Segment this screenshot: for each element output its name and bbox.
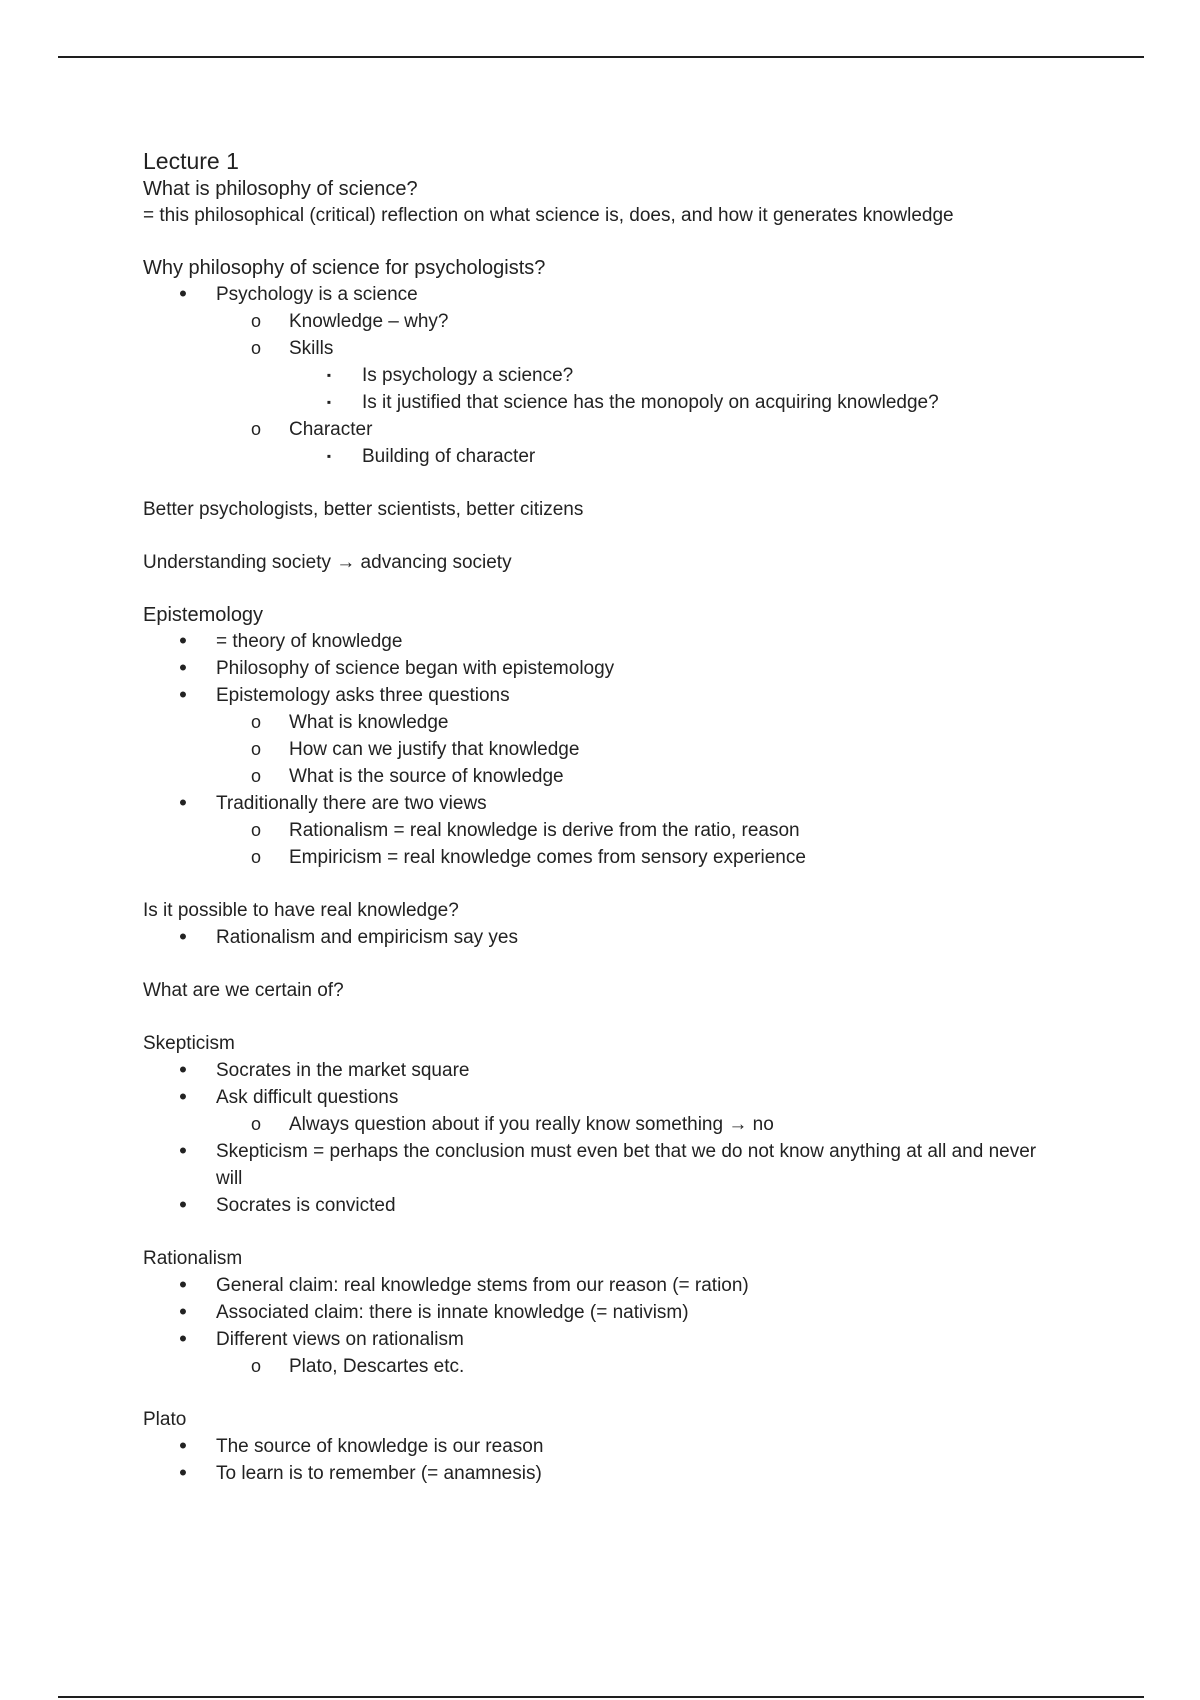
- intro-heading: What is philosophy of science?: [143, 178, 418, 200]
- list-item: ▪ Building of character: [143, 443, 1063, 470]
- rationalism-heading: Rationalism: [143, 1248, 243, 1269]
- square-bullet-icon: ▪: [326, 395, 332, 409]
- circle-bullet-icon: o: [250, 820, 261, 840]
- bullet-icon: •: [179, 790, 187, 815]
- footer-rule: [58, 1696, 1144, 1698]
- list-item: • Socrates is convicted: [143, 1192, 1063, 1219]
- better-line: Better psychologists, better scientists, better citizens: [143, 499, 584, 520]
- square-bullet-icon: ▪: [326, 368, 332, 382]
- list-item: • Rationalism and empiricism say yes: [143, 924, 1063, 951]
- list-item: • Psychology is a science: [143, 281, 1063, 308]
- bullet-icon: •: [179, 1460, 187, 1485]
- list-item: • Epistemology asks three questions: [143, 682, 1063, 709]
- document-body: [143, 146, 1063, 1487]
- bullet-icon: •: [179, 1433, 187, 1458]
- list-item: o How can we justify that knowledge: [143, 736, 1063, 763]
- list-item: o What is knowledge: [143, 709, 1063, 736]
- square-bullet-icon: ▪: [326, 449, 332, 463]
- bullet-icon: •: [179, 1084, 187, 1109]
- circle-bullet-icon: o: [250, 419, 261, 439]
- list-item: • General claim: real knowledge stems from our reason (= ration): [143, 1272, 1063, 1299]
- circle-bullet-icon: o: [250, 1356, 261, 1376]
- list-item: • Socrates in the market square: [143, 1057, 1063, 1084]
- real-knowledge-heading: Is it possible to have real knowledge?: [143, 900, 459, 921]
- epistemology-list: [143, 628, 1063, 871]
- circle-bullet-icon: o: [250, 739, 261, 759]
- circle-bullet-icon: o: [250, 1114, 261, 1134]
- bullet-icon: •: [179, 281, 187, 306]
- list-item: o Plato, Descartes etc.: [143, 1353, 1063, 1380]
- list-item: o What is the source of knowledge: [143, 763, 1063, 790]
- list-item: • Philosophy of science began with epistemology: [143, 655, 1063, 682]
- list-item: • Different views on rationalism: [143, 1326, 1063, 1353]
- bullet-icon: •: [179, 1272, 187, 1297]
- list-item: • = theory of knowledge: [143, 628, 1063, 655]
- real-knowledge-list: [143, 924, 1063, 951]
- circle-bullet-icon: o: [250, 712, 261, 732]
- bullet-icon: •: [179, 1138, 187, 1163]
- bullet-icon: •: [179, 1057, 187, 1082]
- list-item: • To learn is to remember (= anamnesis): [143, 1460, 1063, 1487]
- list-item: • Skepticism = perhaps the conclusion must even bet that we do not know anything at all and never will: [143, 1138, 1063, 1192]
- bullet-icon: •: [179, 655, 187, 680]
- epistemology-heading: Epistemology: [143, 604, 264, 626]
- list-item: o Empiricism = real knowledge comes from sensory experience: [143, 844, 1063, 871]
- bullet-icon: •: [179, 682, 187, 707]
- list-item: o Character: [143, 416, 1063, 443]
- list-item: o Knowledge – why?: [143, 308, 1063, 335]
- why-heading: Why philosophy of science for psychologists?: [143, 257, 546, 279]
- skepticism-heading: Skepticism: [143, 1033, 235, 1054]
- circle-bullet-icon: o: [250, 311, 261, 331]
- why-list: [143, 281, 1063, 470]
- list-item: • Traditionally there are two views: [143, 790, 1063, 817]
- plato-heading: Plato: [143, 1409, 187, 1430]
- bullet-icon: •: [179, 1192, 187, 1217]
- list-item: ▪ Is psychology a science?: [143, 362, 1063, 389]
- skepticism-list: [143, 1057, 1063, 1219]
- rationalism-list: [143, 1272, 1063, 1380]
- list-item: ▪ Is it justified that science has the monopoly on acquiring knowledge?: [143, 389, 1063, 416]
- lecture-title: Lecture 1: [143, 148, 239, 174]
- bullet-icon: •: [179, 1299, 187, 1324]
- understanding-line: Understanding society → advancing society: [143, 552, 512, 573]
- list-item: o Skills: [143, 335, 1063, 362]
- list-item: • Associated claim: there is innate knowledge (= nativism): [143, 1299, 1063, 1326]
- list-item: o Rationalism = real knowledge is derive from the ratio, reason: [143, 817, 1063, 844]
- bullet-icon: •: [179, 1326, 187, 1351]
- bullet-icon: •: [179, 924, 187, 949]
- circle-bullet-icon: o: [250, 766, 261, 786]
- list-item: • Ask difficult questions: [143, 1084, 1063, 1111]
- list-item: o Always question about if you really know something → no: [143, 1111, 1063, 1138]
- certain-line: What are we certain of?: [143, 980, 344, 1001]
- header-rule: [58, 56, 1144, 58]
- plato-list: [143, 1433, 1063, 1487]
- list-item: • The source of knowledge is our reason: [143, 1433, 1063, 1460]
- circle-bullet-icon: o: [250, 338, 261, 358]
- bullet-icon: •: [179, 628, 187, 653]
- circle-bullet-icon: o: [250, 847, 261, 867]
- intro-definition: = this philosophical (critical) reflection on what science is, does, and how it generates knowledge: [143, 205, 954, 226]
